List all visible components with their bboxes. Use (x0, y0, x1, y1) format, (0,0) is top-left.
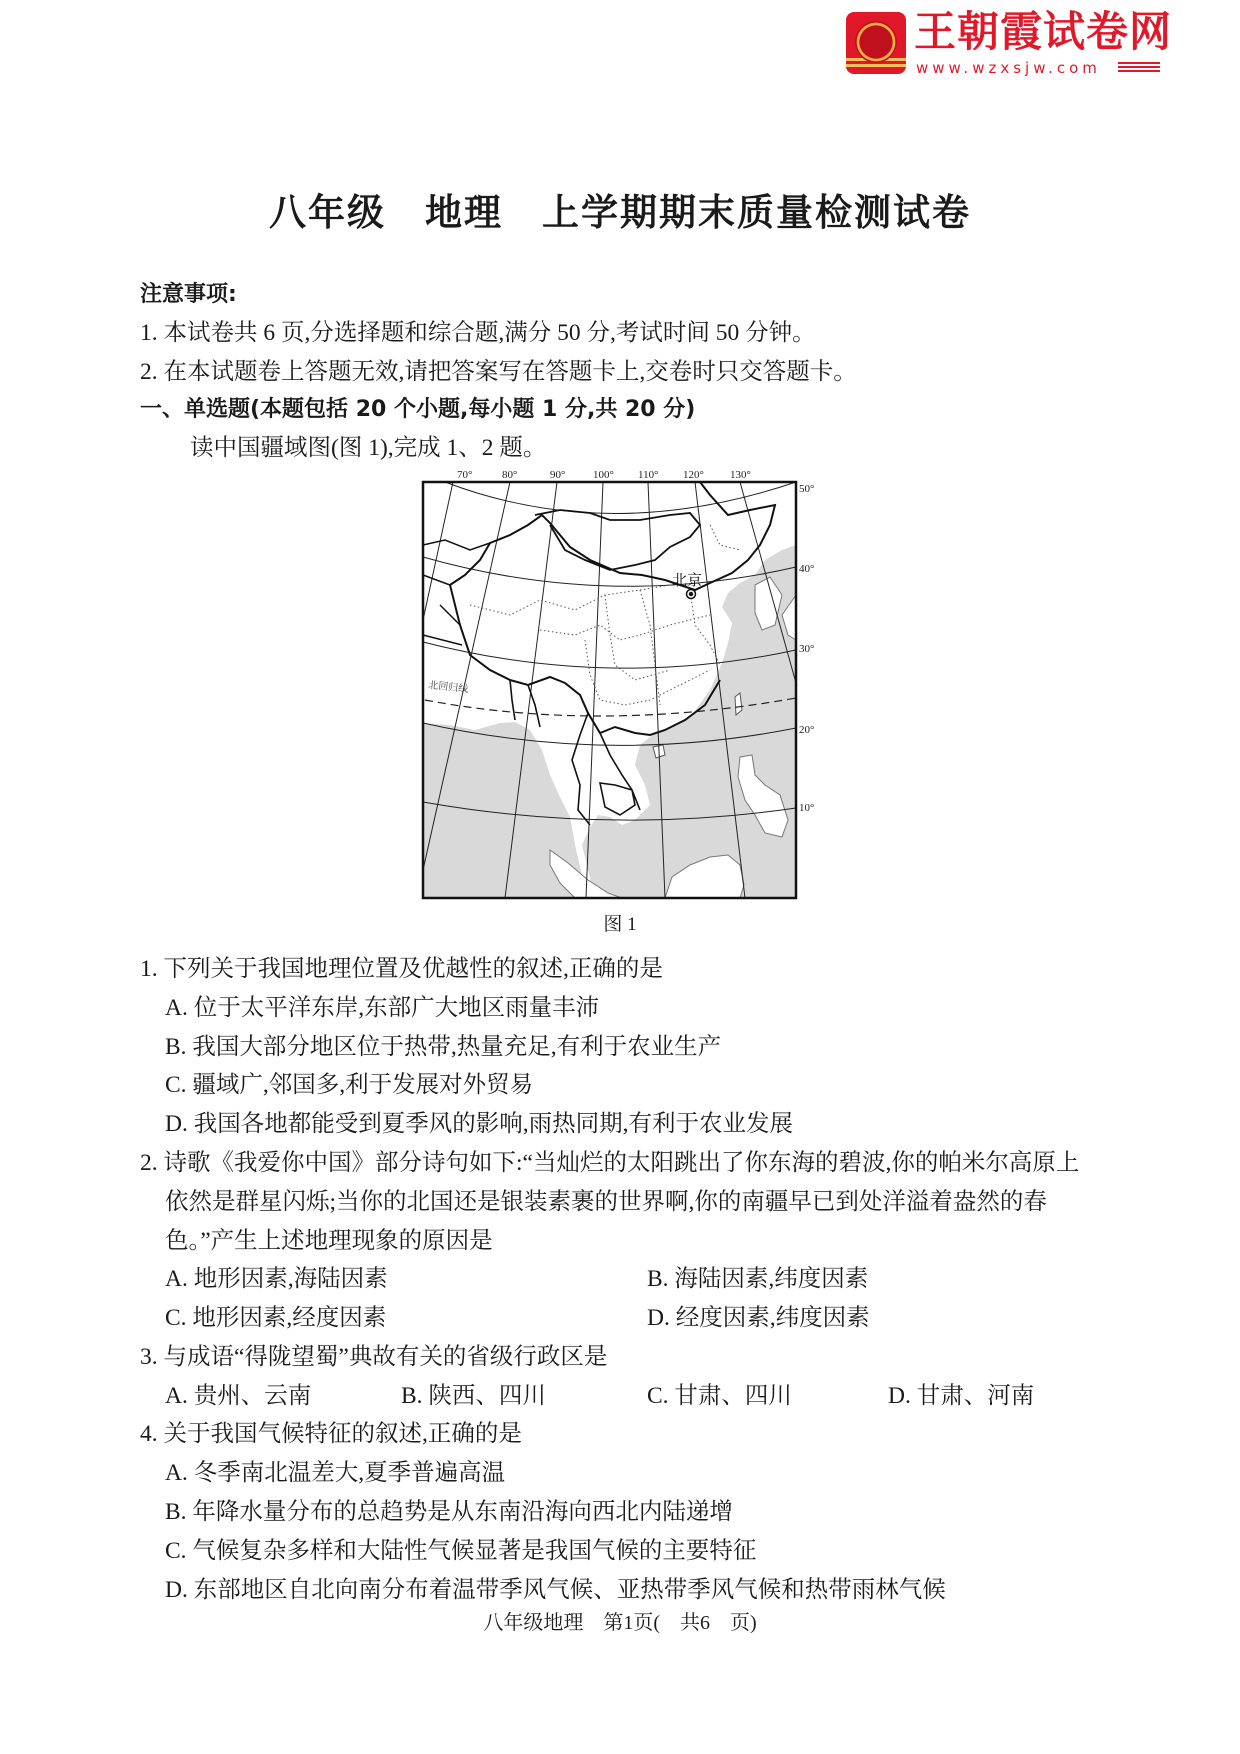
question-stem: 2. 诗歌《我爱你中国》部分诗句如下:“当灿烂的太阳跳出了你东海的碧波,你的帕米尔高原上 (140, 1150, 1080, 1176)
tropic-label: 北回归线 (427, 680, 469, 696)
logo-badge-icon (846, 12, 906, 74)
section-heading: 一、单选题(本题包括 20 个小题,每小题 1 分,共 20 分) (140, 397, 696, 422)
option-c: C. 地形因素,经度因素 (165, 1305, 387, 1331)
page-title: 八年级 地理 上学期期末质量检测试卷 (269, 191, 971, 234)
option-d: D. 甘肃、河南 (888, 1383, 1035, 1409)
option-a: A. 位于太平洋东岸,东部广大地区雨量丰沛 (165, 995, 600, 1021)
option-b: B. 海陆因素,纬度因素 (647, 1266, 869, 1292)
lon-label: 70° (457, 469, 473, 481)
option-d: D. 东部地区自北向南分布着温带季风气候、亚热带季风气候和热带雨林气候 (165, 1577, 946, 1603)
option-b: B. 陕西、四川 (401, 1383, 546, 1409)
lon-label: 130° (730, 469, 751, 481)
section-intro: 读中国疆域图(图 1),完成 1、2 题。 (190, 435, 547, 461)
figure-caption: 图 1 (603, 914, 637, 935)
logo-waves-icon (1118, 62, 1160, 74)
lon-label: 110° (638, 469, 659, 481)
logo-url: www.wzxsjw.com (916, 59, 1101, 77)
site-logo (846, 7, 1176, 78)
lon-label: 100° (593, 469, 614, 481)
lat-label: 50° (799, 483, 815, 495)
question-stem: 3. 与成语“得陇望蜀”典故有关的省级行政区是 (140, 1344, 608, 1370)
option-c: C. 疆域广,邻国多,利于发展对外贸易 (165, 1072, 534, 1098)
notice-heading: 注意事项: (140, 282, 237, 307)
lon-label: 120° (683, 469, 704, 481)
china-territory-map (410, 465, 850, 905)
question-stem-cont: 色。”产生上述地理现象的原因是 (165, 1228, 493, 1254)
question-stem: 1. 下列关于我国地理位置及优越性的叙述,正确的是 (140, 956, 663, 982)
lat-label: 10° (799, 802, 815, 814)
option-b: B. 我国大部分地区位于热带,热量充足,有利于农业生产 (165, 1034, 722, 1060)
lon-label: 80° (502, 469, 518, 481)
option-a: A. 贵州、云南 (165, 1383, 312, 1409)
option-a: A. 冬季南北温差大,夏季普遍高温 (165, 1460, 506, 1486)
option-a: A. 地形因素,海陆因素 (165, 1266, 388, 1292)
lat-label: 40° (799, 563, 815, 575)
lon-label: 90° (550, 469, 566, 481)
notice-item: 1. 本试卷共 6 页,分选择题和综合题,满分 50 分,考试时间 50 分钟。 (140, 320, 816, 346)
option-c: C. 气候复杂多样和大陆性气候显著是我国气候的主要特征 (165, 1538, 757, 1564)
notice-item: 2. 在本试题卷上答题无效,请把答案写在答题卡上,交卷时只交答题卡。 (140, 359, 857, 385)
option-b: B. 年降水量分布的总趋势是从东南沿海向西北内陆递增 (165, 1499, 733, 1525)
option-c: C. 甘肃、四川 (647, 1383, 792, 1409)
option-d: D. 我国各地都能受到夏季风的影响,雨热同期,有利于农业发展 (165, 1111, 793, 1137)
logo-title: 王朝霞试卷网 (914, 7, 1173, 56)
option-d: D. 经度因素,纬度因素 (647, 1305, 870, 1331)
lat-label: 20° (799, 724, 815, 736)
lat-label: 30° (799, 643, 815, 655)
question-stem-cont: 依然是群星闪烁;当你的北国还是银装素裹的世界啊,你的南疆早已到处洋溢着盎然的春 (165, 1189, 1047, 1215)
city-label-beijing: 北京 (672, 571, 703, 589)
page-footer: 八年级地理 第1页( 共6 页) (483, 1612, 757, 1634)
question-stem: 4. 关于我国气候特征的叙述,正确的是 (140, 1421, 522, 1447)
